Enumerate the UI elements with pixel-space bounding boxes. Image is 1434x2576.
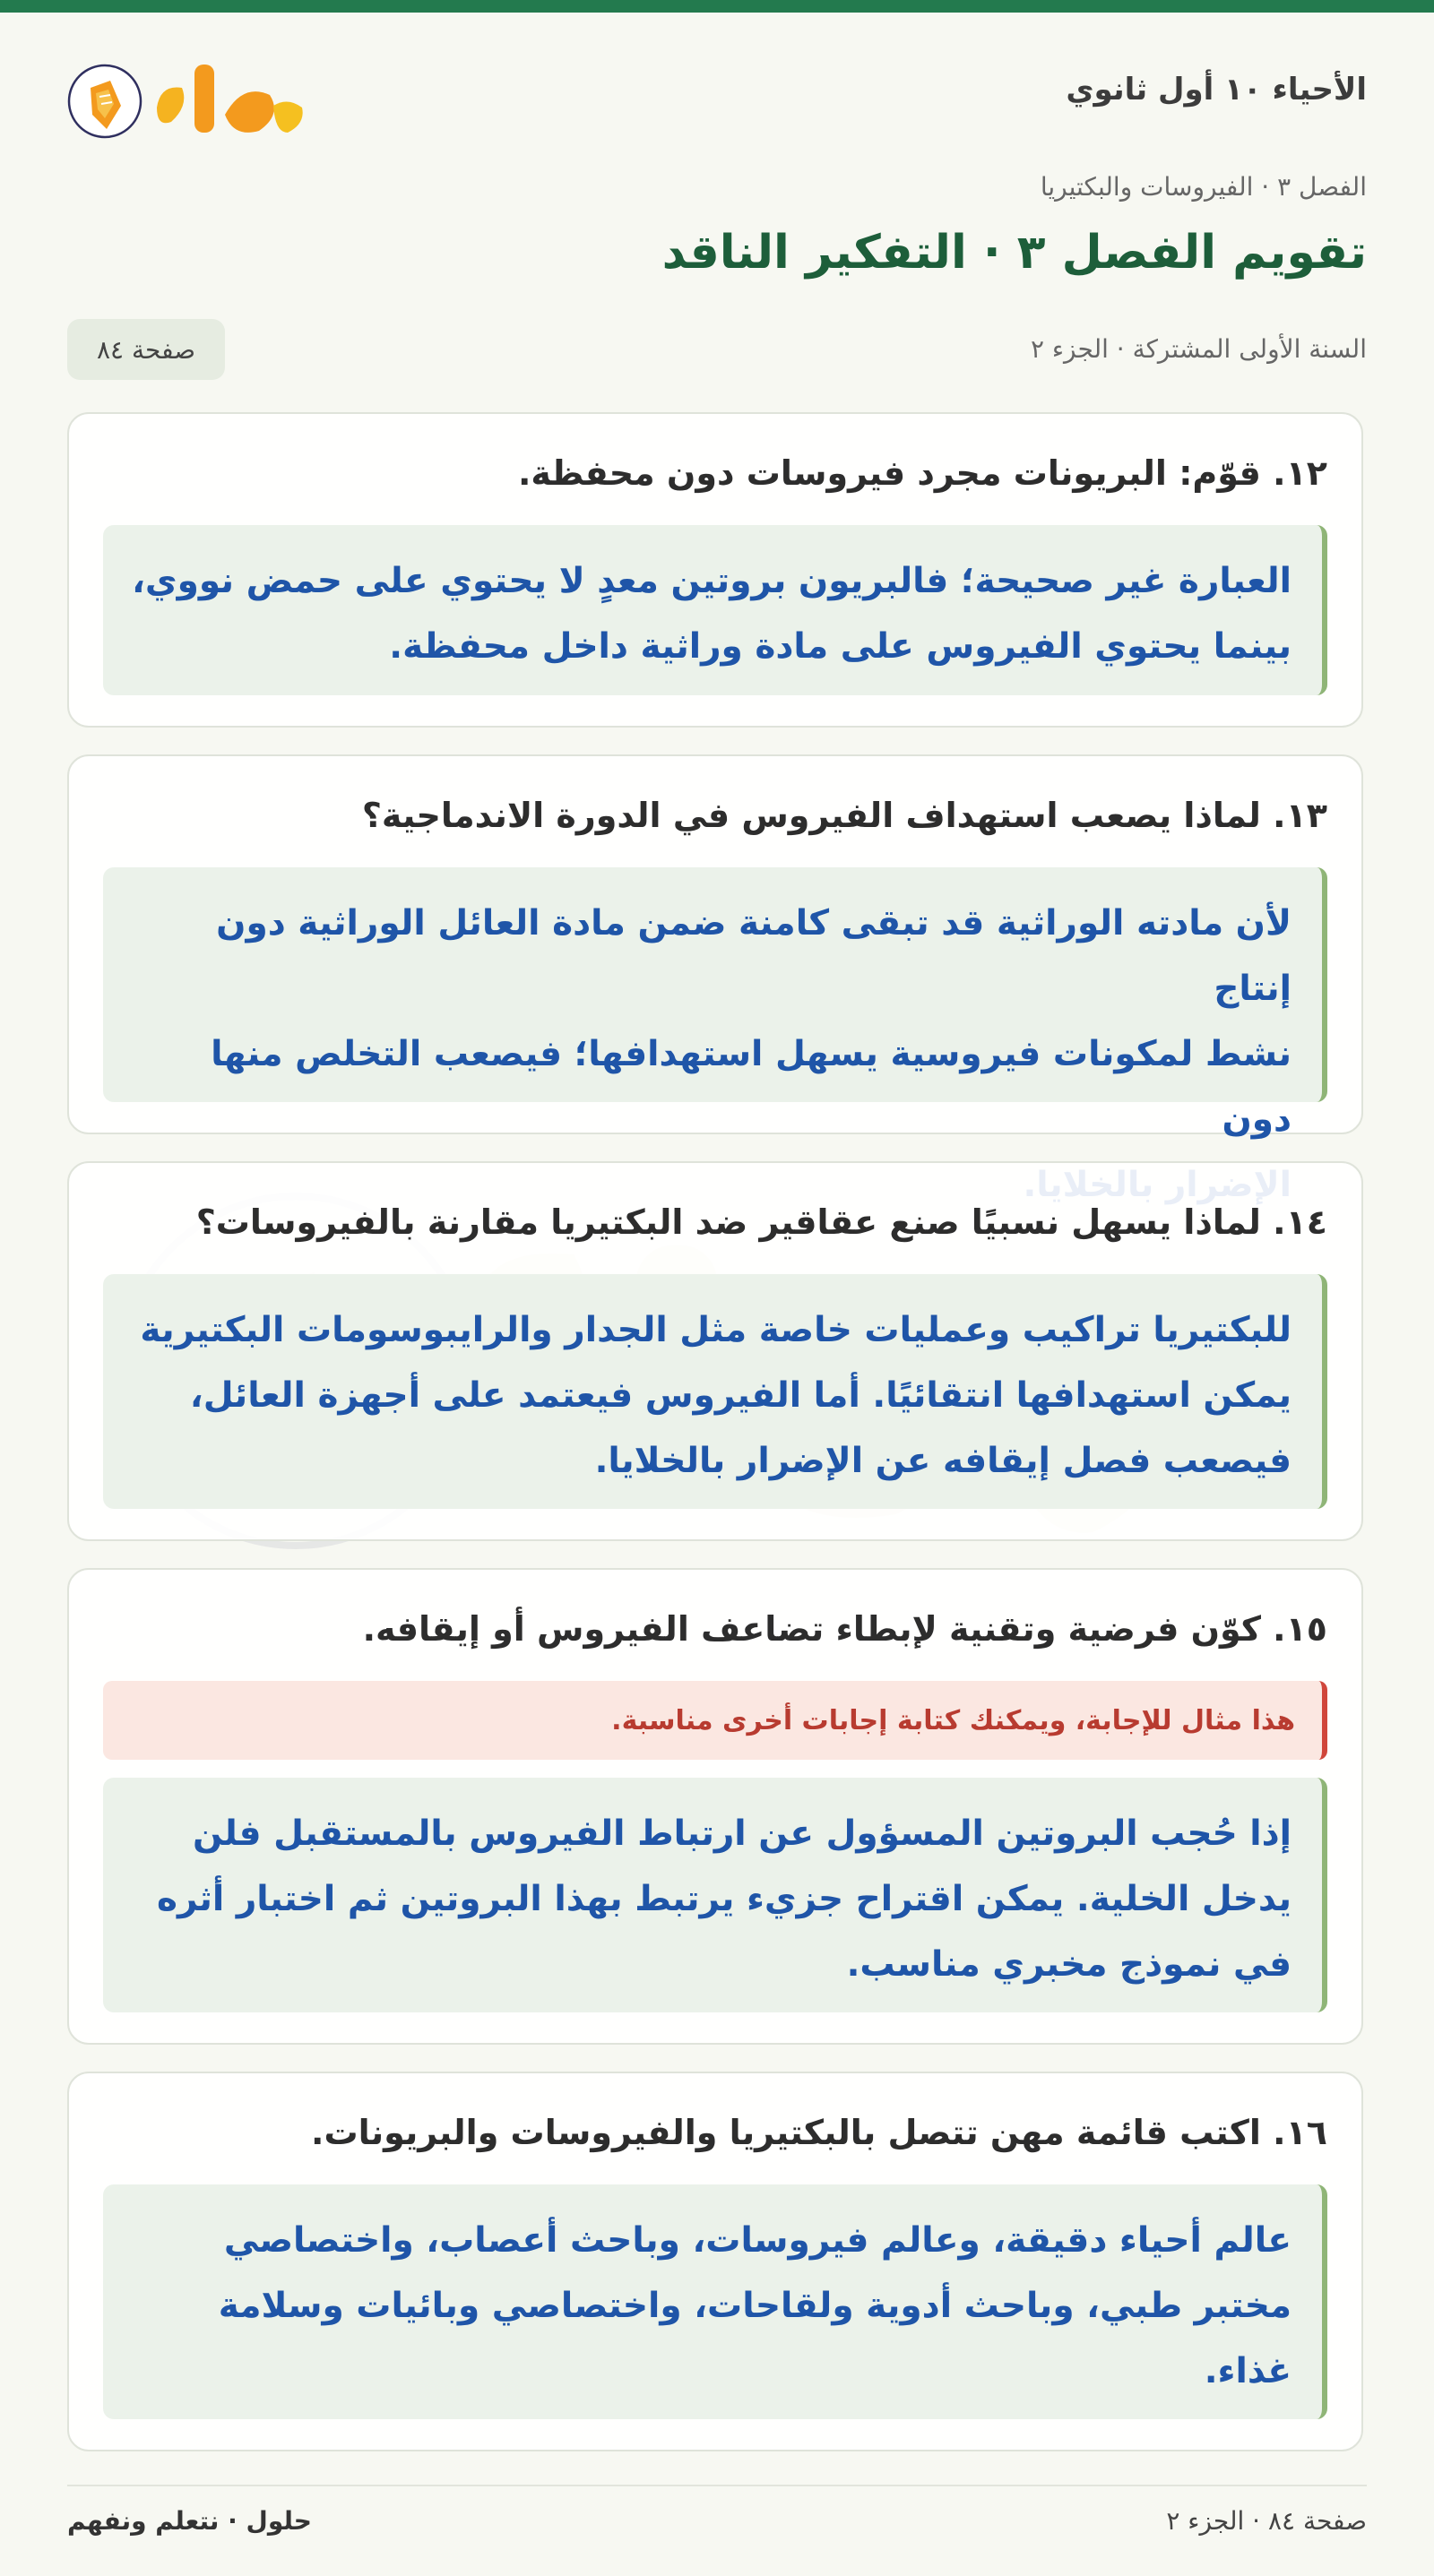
- answer-box: [103, 867, 1327, 1140]
- answer-line: يدخل الخلية. يمكن اقتراح جزيء يرتبط بهذا البروتين ثم اختبار أثره: [156, 1879, 1291, 1919]
- answer-line: فيصعب فصل إيقافه عن الإضرار بالخلايا.: [594, 1441, 1291, 1481]
- answer-line: بينما يحتوي الفيروس على مادة وراثية داخل محفظة.: [389, 626, 1291, 667]
- top-accent-bar: [0, 0, 1434, 13]
- question-card-14: [67, 1161, 1363, 1541]
- subject-label: الأحياء ١٠ أول ثانوي: [1066, 72, 1367, 108]
- answer-line: العبارة غير صحيحة؛ فالبريون بروتين معدٍ لا يحتوي على حمض نووي،: [132, 561, 1291, 601]
- answer-line: عالم أحياء دقيقة، وعالم فيروسات، وباحث أعصاب، واختصاصي: [223, 2220, 1291, 2261]
- example-answer-note: هذا مثال للإجابة، ويمكنك كتابة إجابات أخرى مناسبة.: [103, 1681, 1327, 1760]
- answer-line: غذاء.: [1204, 2351, 1291, 2391]
- answer-box: [103, 2184, 1327, 2419]
- question-text: ١٣. لماذا يصعب استهداف الفيروس في الدورة الاندماجية؟: [361, 796, 1327, 835]
- answer-box: [103, 525, 1327, 695]
- answer-line: نشط لمكونات فيروسية يسهل استهدافها؛ فيصعب التخلص منها دون: [211, 1034, 1291, 1140]
- answer-line: لأن مادته الوراثية قد تبقى كامنة ضمن مادة العائل الوراثية دون إنتاج: [216, 903, 1291, 1009]
- answer-line: إذا حُجب البروتين المسؤول عن ارتباط الفيروس بالمستقبل فلن: [193, 1814, 1291, 1854]
- answer-line: مختبر طبي، وباحث أدوية ولقاحات، واختصاصي وبائيات وسلامة: [218, 2286, 1291, 2326]
- question-card-13: [67, 754, 1363, 1140]
- question-card-12: [67, 412, 1363, 728]
- question-text: ١٢. قوّم: البريونات مجرد فيروسات دون محفظة.: [517, 453, 1327, 493]
- chapter-label: الفصل ٣ · الفيروسات والبكتيريا: [1040, 172, 1367, 202]
- footer-divider: [67, 2485, 1367, 2486]
- page-title: تقويم الفصل ٣ · التفكير الناقد: [661, 226, 1367, 280]
- answer-line: في نموذج مخبري مناسب.: [846, 1944, 1291, 1985]
- footer-page-info: صفحة ٨٤ · الجزء ٢: [1166, 2506, 1367, 2536]
- page-number-badge: صفحة ٨٤: [67, 319, 225, 380]
- question-text: ١٤. لماذا يسهل نسبيًا صنع عقاقير ضد البكتيريا مقارنة بالفيروسات؟: [195, 1202, 1327, 1242]
- answer-box: [103, 1274, 1327, 1509]
- question-text: ١٦. اكتب قائمة مهن تتصل بالبكتيريا والفيروسات والبريونات.: [311, 2113, 1327, 2152]
- hulul-logo: [67, 52, 309, 151]
- question-card-15: [67, 1568, 1363, 2045]
- answer-line: يمكن استهدافها انتقائيًا. أما الفيروس فيعتمد على أجهزة العائل،: [189, 1375, 1291, 1416]
- page-header: [67, 52, 1367, 151]
- question-card-16: [67, 2072, 1363, 2451]
- footer-brand: حلول · نتعلم ونفهم: [67, 2506, 312, 2536]
- series-label: السنة الأولى المشتركة · الجزء ٢: [1030, 334, 1367, 364]
- answer-line: للبكتيريا تراكيب وعمليات خاصة مثل الجدار والرايبوسومات البكتيرية: [140, 1310, 1291, 1350]
- answer-box: [103, 1778, 1327, 2012]
- question-text: ١٥. كوّن فرضية وتقنية لإبطاء تضاعف الفيروس أو إيقافه.: [362, 1609, 1327, 1649]
